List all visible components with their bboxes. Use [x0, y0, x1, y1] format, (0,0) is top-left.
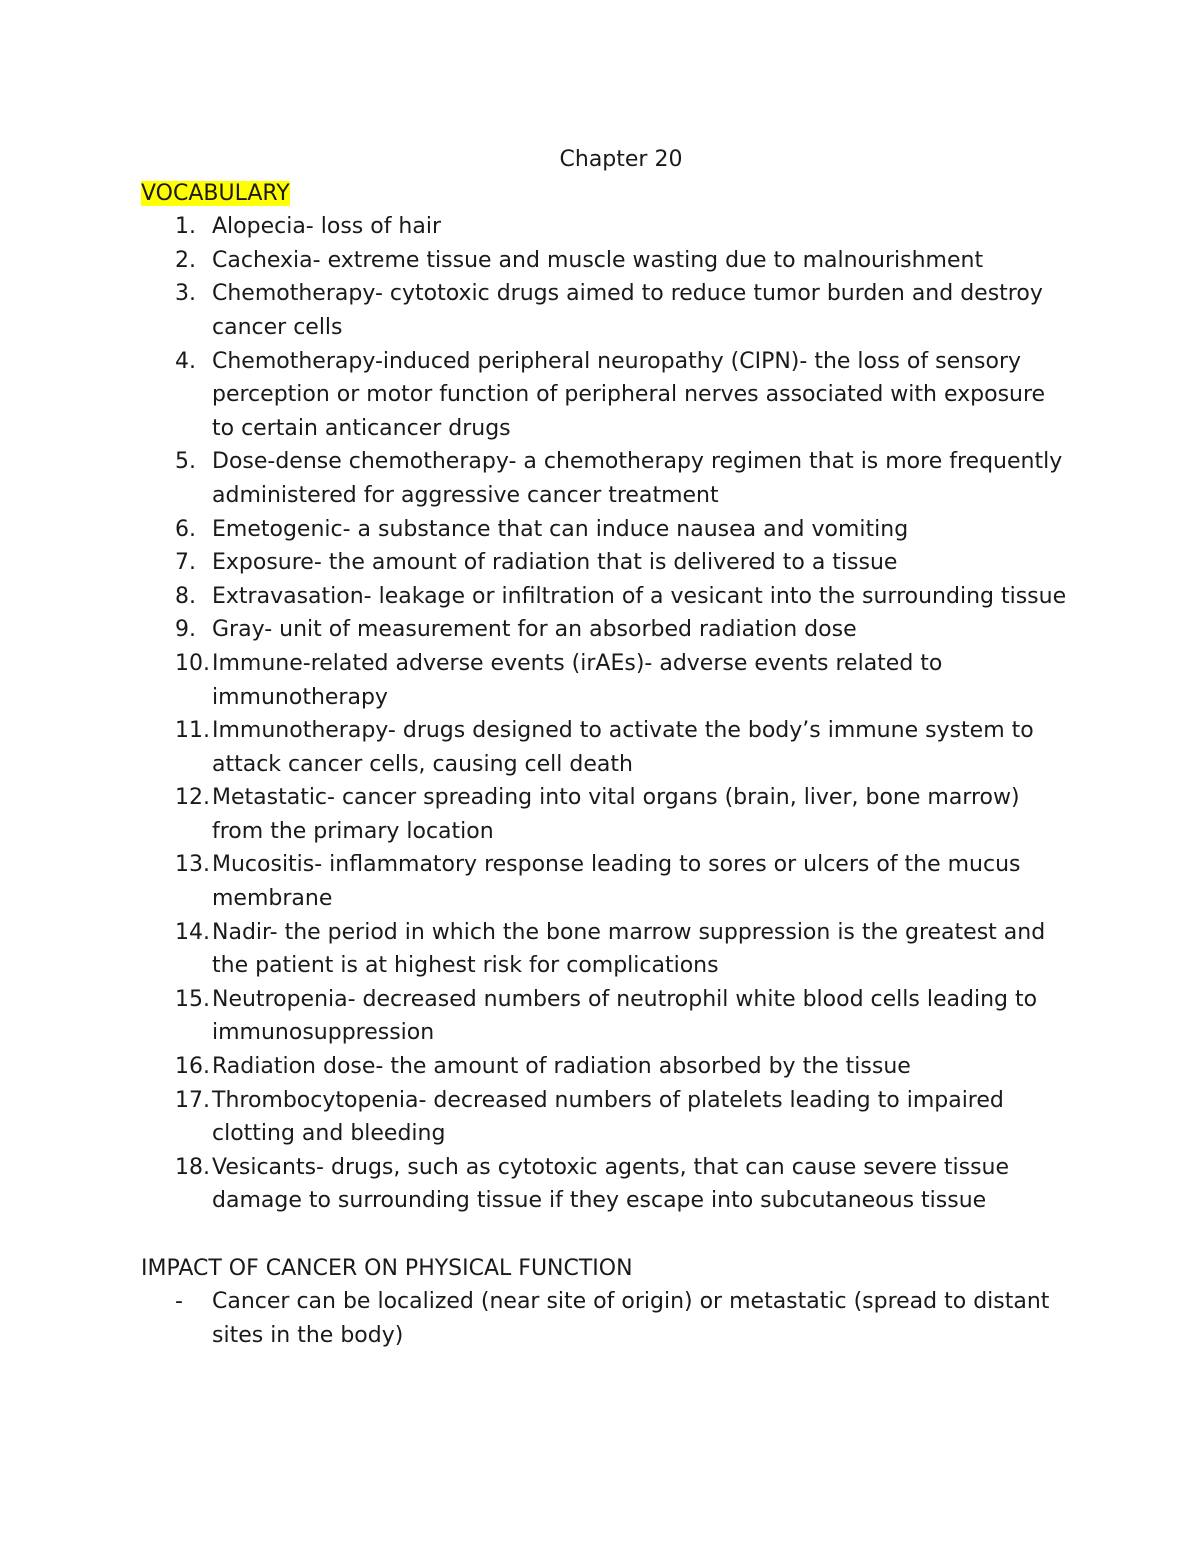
- list-item: [141, 781, 1071, 848]
- document-body: [141, 143, 1071, 1352]
- list-item-number: 16.: [175, 1054, 210, 1080]
- list-item-text: Neutropenia- decreased numbers of neutrophil white blood cells leading to immunosuppression: [212, 986, 1038, 1046]
- list-item: [141, 613, 1071, 647]
- list-item: [141, 983, 1071, 1050]
- section-spacer: [141, 1218, 1071, 1252]
- list-item: [141, 647, 1071, 714]
- list-item: [141, 345, 1071, 446]
- list-item-number: 1.: [175, 214, 196, 240]
- list-item-text: Metastatic- cancer spreading into vital organs (brain, liver, bone marrow) from the primary location: [212, 785, 1020, 844]
- list-item-text: Immune-related adverse events (irAEs)- adverse events related to immunotherapy: [212, 650, 943, 710]
- list-item-text: Chemotherapy- cytotoxic drugs aimed to reduce tumor burden and destroy cancer cells: [212, 281, 1043, 340]
- list-item: [141, 1084, 1071, 1151]
- list-item-text: Extravasation- leakage or infiltration of a vesicant into the surrounding tissue: [212, 583, 1067, 609]
- list-item-text: Emetogenic- a substance that can induce nausea and vomiting: [212, 516, 909, 542]
- vocabulary-list: [141, 210, 1071, 1218]
- list-item-number: 3.: [175, 281, 196, 307]
- list-item: [141, 580, 1071, 614]
- list-item: [141, 1285, 1071, 1352]
- list-item-number: 12.: [175, 785, 210, 811]
- impact-heading: IMPACT OF CANCER ON PHYSICAL FUNCTION: [141, 1255, 633, 1281]
- list-item-text: Mucositis- inflammatory response leading to sores or ulcers of the mucus membrane: [212, 852, 1021, 912]
- list-item: [141, 445, 1071, 512]
- page-title: Chapter 20: [559, 147, 683, 172]
- bullet-dash: -: [175, 1289, 183, 1315]
- list-item-text: Gray- unit of measurement for an absorbed radiation dose: [212, 617, 857, 643]
- list-item-text: Radiation dose- the amount of radiation absorbed by the tissue: [212, 1054, 911, 1080]
- list-item-number: 18.: [175, 1154, 210, 1180]
- list-item-number: 4.: [175, 348, 196, 374]
- list-item-text: Immunotherapy- drugs designed to activate the body’s immune system to attack cancer cells, causing cell death: [212, 718, 1034, 777]
- list-item: [141, 916, 1071, 983]
- list-item-number: 17.: [175, 1087, 210, 1113]
- list-item-number: 11.: [175, 718, 210, 744]
- list-item-text: Nadir- the period in which the bone marrow suppression is the greatest and the patient is at highest risk for complications: [212, 919, 1046, 979]
- list-item: [141, 546, 1071, 580]
- list-item: [141, 210, 1071, 244]
- list-item-number: 5.: [175, 449, 196, 475]
- list-item-text: Exposure- the amount of radiation that is delivered to a tissue: [212, 550, 898, 576]
- list-item-number: 13.: [175, 852, 210, 878]
- list-item: [141, 714, 1071, 781]
- vocabulary-heading: [141, 177, 1071, 211]
- list-item-number: 7.: [175, 550, 196, 576]
- list-item-text: Cancer can be localized (near site of origin) or metastatic (spread to distant sites in the body): [212, 1289, 1050, 1348]
- list-item: [141, 848, 1071, 915]
- vocabulary-heading-highlight: VOCABULARY: [141, 180, 290, 206]
- list-item: [141, 277, 1071, 344]
- list-item: [141, 244, 1071, 278]
- list-item-number: 15.: [175, 986, 210, 1012]
- list-item-number: 2.: [175, 247, 196, 273]
- list-item-text: Chemotherapy-induced peripheral neuropathy (CIPN)- the loss of sensory perception or motor function of peripheral nerves associated with exposure to certain anticancer drugs: [212, 348, 1046, 441]
- list-item-number: 9.: [175, 617, 196, 643]
- list-item: [141, 1050, 1071, 1084]
- list-item: [141, 1151, 1071, 1218]
- list-item: [141, 513, 1071, 547]
- list-item-text: Vesicants- drugs, such as cytotoxic agents, that can cause severe tissue damage to surrounding tissue if they escape into subcutaneous tissue: [212, 1154, 1010, 1214]
- list-item-number: 6.: [175, 516, 196, 542]
- list-item-number: 8.: [175, 583, 196, 609]
- list-item-number: 10.: [175, 650, 210, 676]
- list-item-text: Thrombocytopenia- decreased numbers of platelets leading to impaired clotting and bleeding: [212, 1087, 1004, 1147]
- list-item-text: Alopecia- loss of hair: [212, 214, 442, 240]
- list-item-text: Cachexia- extreme tissue and muscle wasting due to malnourishment: [212, 247, 984, 273]
- impact-list: [141, 1285, 1071, 1352]
- list-item-number: 14.: [175, 919, 210, 945]
- list-item-text: Dose-dense chemotherapy- a chemotherapy regimen that is more frequently administered for aggressive cancer treatment: [212, 449, 1063, 508]
